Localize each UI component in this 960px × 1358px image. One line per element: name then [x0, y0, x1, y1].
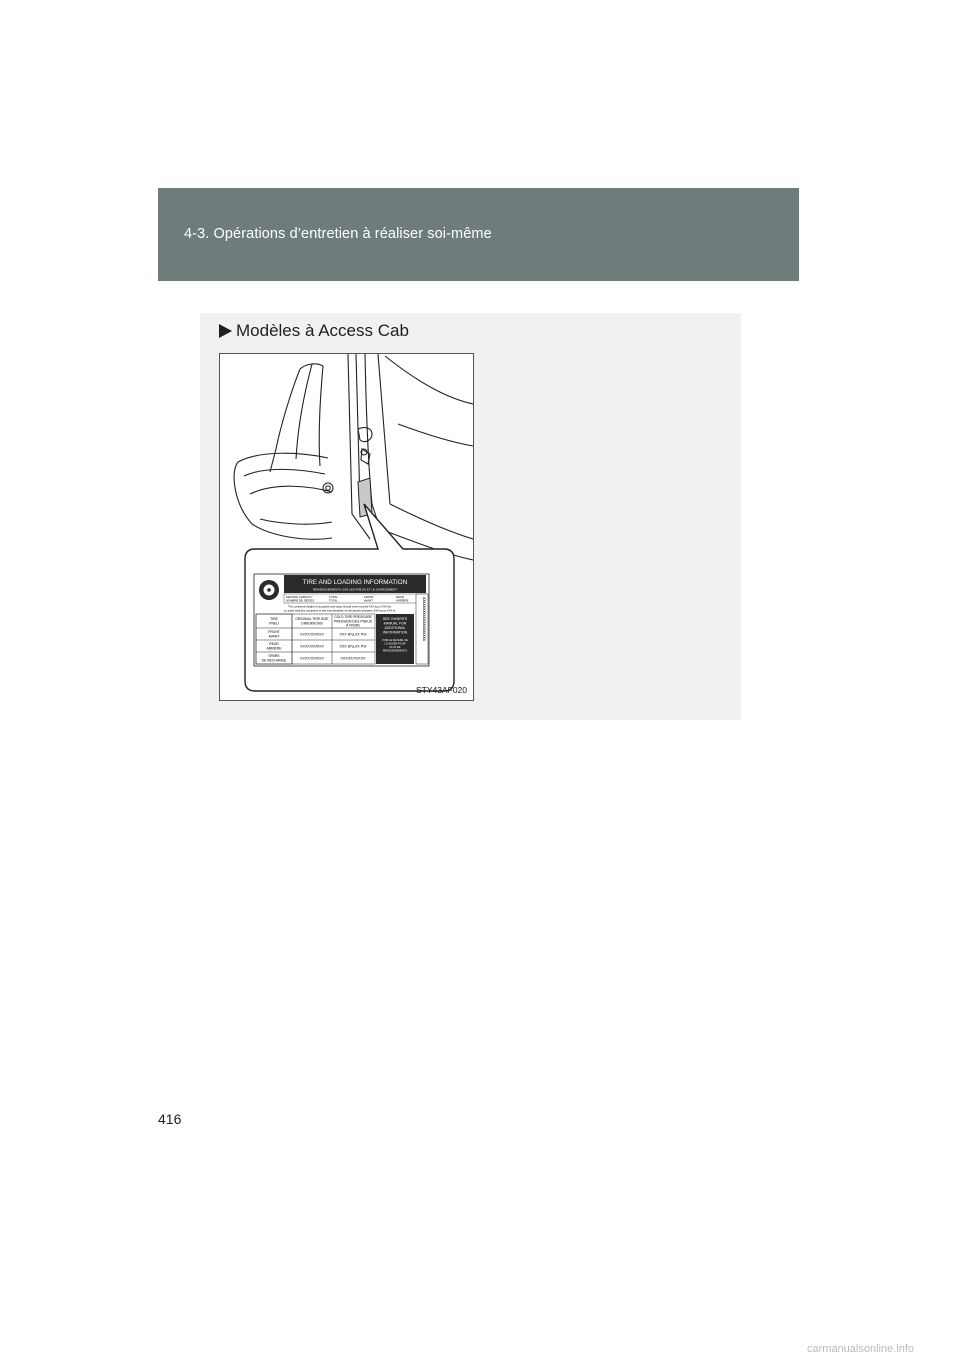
- rear-label: REAR: [396, 595, 404, 599]
- row-rear-tire-fr: ARRIÈRE: [266, 646, 282, 651]
- tire-loading-label: [254, 574, 429, 666]
- variant-heading: [219, 321, 409, 341]
- row-spare-tire: SPARE: [268, 654, 280, 658]
- door-pillar-illustration: [219, 353, 474, 701]
- figure-panel: [200, 313, 741, 720]
- col-pressure-header-fr: PRESSION DES PNEUS: [333, 619, 373, 624]
- section-header-band: [158, 188, 799, 281]
- row-rear-size: XXXX/XX/RXX: [300, 644, 324, 649]
- section-title: 4-3. Opérations d’entretien à réaliser soi-même: [184, 226, 492, 242]
- row-spare-tire-fr: DE RECHANGE: [261, 658, 287, 663]
- col-tire-header-fr: PNEU: [269, 621, 279, 626]
- front-label: FRONT: [364, 595, 374, 599]
- triangle-bullet-icon: [219, 324, 232, 338]
- col-pressure-header-fr2: À FROID: [346, 623, 360, 628]
- row-spare-pressure: XXXXX/XXXXX: [340, 656, 366, 661]
- row-front-pressure: XXX kPa,XX PSI: [339, 632, 367, 637]
- total-label-fr: TOTAL: [329, 598, 338, 603]
- col-size-header: ORIGINAL TIRE SIZE: [295, 617, 329, 621]
- barcode-text: XXXXXXXXXXXXXXXXXXXX: [422, 597, 426, 641]
- see-manual-fr-line-3: PLUS DE: [389, 646, 401, 649]
- seating-capacity-label-fr: NOMBRE DE SIÈGES: [286, 598, 315, 603]
- figure-code: STY43AF020: [415, 685, 467, 695]
- weight-note-fr: Le poids total des occupants et des marchandises ne doit jamais dépasser XXX kg ou XXX lb.: [284, 609, 396, 613]
- row-spare-size: XXXX/XX/RXX: [300, 656, 324, 661]
- see-manual-fr-line-4: RENSEIGNEMENTS: [382, 649, 408, 653]
- weight-note: The combined weight of occupants and cargo should never exceed XXX kg or XXX lbs.: [288, 605, 392, 609]
- page-number: 416: [158, 1111, 182, 1127]
- row-rear-pressure: XXX kPa,XX PSI: [339, 644, 367, 649]
- see-manual-line-2: MANUAL FOR: [383, 621, 407, 626]
- total-label: TOTAL: [329, 595, 338, 599]
- row-front-tire-fr: AVANT: [268, 634, 280, 639]
- row-front-tire: FRONT: [268, 630, 280, 634]
- see-manual-fr-line-1: VOIR LE MANUEL DE: [382, 639, 408, 642]
- see-manual-fr-line-2: L'USAGER POUR: [384, 642, 406, 646]
- seat-line-art: [234, 354, 473, 560]
- front-label-fr: AVANT: [364, 598, 373, 603]
- rear-label-fr: ARRIÈRE: [396, 598, 409, 603]
- see-manual-line-1: SEE OWNER'S: [382, 617, 408, 621]
- label-title: TIRE AND LOADING INFORMATION: [302, 579, 408, 586]
- watermark: carmanualsonline.info: [807, 1343, 915, 1355]
- row-front-size: XXXX/XX/RXX: [300, 632, 324, 637]
- col-size-header-fr: DIMENSIONS: [301, 621, 323, 626]
- col-tire-header: TIRE: [270, 617, 278, 621]
- seat-and-label-drawing: [220, 354, 473, 700]
- variant-heading-text: Modèles à Access Cab: [236, 321, 409, 340]
- col-pressure-header: COLD TIRE PRESSURE: [334, 615, 372, 619]
- row-rear-tire: REAR: [269, 642, 279, 646]
- seating-capacity-label: SEATING CAPACITY: [286, 595, 313, 599]
- label-subtitle: RENSEIGNEMENTS SUR LES PNEUS ET LE CHARGEMENT: [312, 587, 398, 592]
- see-manual-line-3: ADDITIONAL: [384, 626, 406, 630]
- see-manual-line-4: INFORMATION: [382, 630, 408, 635]
